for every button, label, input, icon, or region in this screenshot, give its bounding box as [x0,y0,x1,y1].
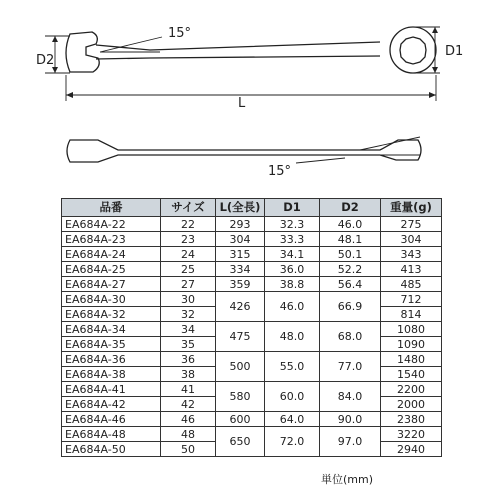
cell-code: EA684A-50 [62,442,161,457]
cell-weight: 304 [381,232,442,247]
side-view-angle-leader [296,158,345,163]
cell-size: 23 [161,232,216,247]
cell-d1: 64.0 [265,412,320,427]
side-view-body [67,140,421,162]
table-row [62,352,442,367]
cell-d1: 38.8 [265,277,320,292]
cell-size: 35 [161,337,216,352]
cell-code: EA684A-38 [62,367,161,382]
header-weight: 重量(g) [381,199,442,217]
table-row [62,217,442,232]
cell-d1: 60.0 [265,382,320,412]
cell-weight: 2000 [381,397,442,412]
cell-d2: 46.0 [320,217,381,232]
cell-l: 475 [216,322,265,352]
cell-d1: 33.3 [265,232,320,247]
cell-code: EA684A-22 [62,217,161,232]
cell-l: 650 [216,427,265,457]
table-header-row [62,199,442,217]
table-row [62,427,442,442]
cell-code: EA684A-24 [62,247,161,262]
cell-weight: 3220 [381,427,442,442]
cell-size: 25 [161,262,216,277]
cell-weight: 275 [381,217,442,232]
table-row [62,382,442,397]
cell-d2: 50.1 [320,247,381,262]
table-row [62,262,442,277]
cell-code: EA684A-41 [62,382,161,397]
angle-top-label: 15° [168,26,192,41]
cell-d1: 34.1 [265,247,320,262]
cell-l: 304 [216,232,265,247]
cell-code: EA684A-25 [62,262,161,277]
header-size: サイズ [161,199,216,217]
box-end-opening [400,37,426,64]
cell-code: EA684A-23 [62,232,161,247]
table-row [62,232,442,247]
box-end-ring [390,27,436,73]
cell-size: 22 [161,217,216,232]
table-row [62,322,442,337]
header-code: 品番 [62,199,161,217]
cell-d1: 55.0 [265,352,320,382]
cell-l: 359 [216,277,265,292]
cell-size: 48 [161,427,216,442]
cell-d1: 46.0 [265,292,320,322]
cell-code: EA684A-30 [62,292,161,307]
l-label: L [238,96,246,111]
cell-code: EA684A-48 [62,427,161,442]
cell-size: 41 [161,382,216,397]
cell-d2: 97.0 [320,427,381,457]
cell-code: EA684A-34 [62,322,161,337]
cell-l: 600 [216,412,265,427]
cell-l: 293 [216,217,265,232]
header-d1: D1 [265,199,320,217]
cell-d1: 36.0 [265,262,320,277]
cell-code: EA684A-42 [62,397,161,412]
cell-weight: 1080 [381,322,442,337]
unit-note: 単位(mm) [321,473,374,486]
angle-bottom-label: 15° [268,164,292,179]
cell-d2: 48.1 [320,232,381,247]
cell-d1: 48.0 [265,322,320,352]
cell-size: 34 [161,322,216,337]
cell-size: 24 [161,247,216,262]
cell-code: EA684A-35 [62,337,161,352]
cell-d2: 56.4 [320,277,381,292]
cell-d1: 32.3 [265,217,320,232]
d1-label: D1 [445,44,464,59]
cell-weight: 1480 [381,352,442,367]
table-row [62,247,442,262]
cell-weight: 343 [381,247,442,262]
cell-d2: 68.0 [320,322,381,352]
cell-l: 500 [216,352,265,382]
cell-code: EA684A-46 [62,412,161,427]
spec-table [61,198,442,457]
cell-d2: 52.2 [320,262,381,277]
cell-size: 32 [161,307,216,322]
cell-l: 580 [216,382,265,412]
cell-weight: 1090 [381,337,442,352]
cell-weight: 814 [381,307,442,322]
cell-code: EA684A-36 [62,352,161,367]
cell-d1: 72.0 [265,427,320,457]
cell-weight: 485 [381,277,442,292]
open-end-head [66,32,99,72]
cell-size: 27 [161,277,216,292]
cell-weight: 2200 [381,382,442,397]
cell-d2: 90.0 [320,412,381,427]
cell-weight: 413 [381,262,442,277]
wrench-shank [96,42,380,59]
cell-d2: 84.0 [320,382,381,412]
cell-weight: 2380 [381,412,442,427]
wrench-drawing [0,0,500,190]
cell-weight: 1540 [381,367,442,382]
cell-l: 315 [216,247,265,262]
header-d2: D2 [320,199,381,217]
cell-size: 36 [161,352,216,367]
cell-l: 334 [216,262,265,277]
cell-code: EA684A-27 [62,277,161,292]
cell-code: EA684A-32 [62,307,161,322]
table-row [62,412,442,427]
cell-l: 426 [216,292,265,322]
table-row [62,277,442,292]
cell-size: 50 [161,442,216,457]
cell-size: 42 [161,397,216,412]
cell-size: 38 [161,367,216,382]
cell-d2: 77.0 [320,352,381,382]
cell-d2: 66.9 [320,292,381,322]
d2-label: D2 [36,53,55,68]
cell-size: 30 [161,292,216,307]
cell-weight: 712 [381,292,442,307]
l-dimension-line [66,75,436,101]
header-length: L(全長) [216,199,265,217]
cell-weight: 2940 [381,442,442,457]
table-row [62,292,442,307]
cell-size: 46 [161,412,216,427]
table-body [62,217,442,457]
